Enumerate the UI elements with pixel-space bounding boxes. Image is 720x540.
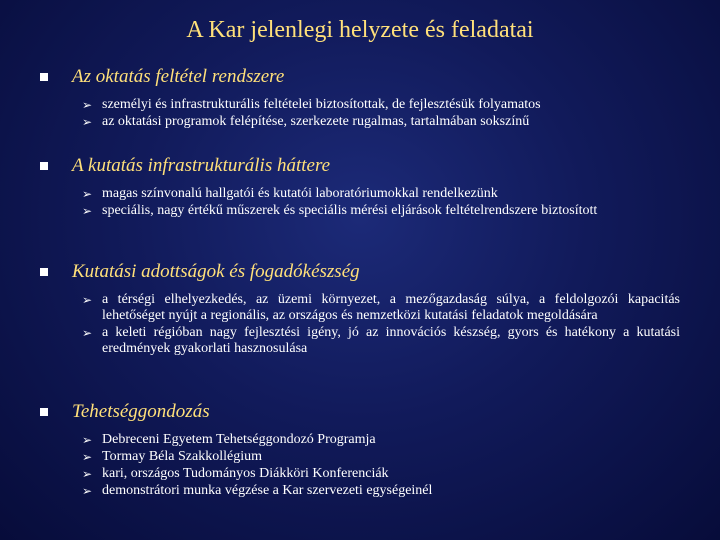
bullet-list	[40, 292, 680, 357]
arrowhead-bullet-icon: ➢	[82, 187, 93, 201]
list-item: ➢ személyi és infrastrukturális feltételei biztosítottak, de fejlesztésük folyamatos	[82, 97, 541, 112]
square-bullet-icon	[40, 408, 48, 416]
list-item: ➢ a térségi elhelyezkedés, az üzemi környezet, a mezőgazdaság súlya, a feldolgozói kapacitás lehetőséget nyújt a regionális, az országos és nemzetközi kutatási feladatok megoldására	[82, 292, 680, 323]
section-kutatas-infrastruktura	[40, 155, 680, 219]
section-heading	[40, 261, 680, 283]
bullet-list	[40, 186, 680, 219]
list-item: ➢ speciális, nagy értékű műszerek és speciális mérési eljárások feltételrendszere biztosított	[82, 203, 598, 218]
arrowhead-bullet-icon: ➢	[82, 293, 93, 307]
square-bullet-icon	[40, 268, 48, 276]
arrowhead-bullet-icon: ➢	[82, 484, 93, 498]
list-item: ➢ az oktatási programok felépítése, szerkezete rugalmas, tartalmában sokszínű	[82, 114, 530, 129]
section-heading	[40, 155, 680, 177]
list-item: ➢ magas színvonalú hallgatói és kutatói laboratóriumokkal rendelkezünk	[82, 186, 498, 201]
arrowhead-bullet-icon: ➢	[82, 115, 93, 129]
bullet-list	[40, 97, 680, 130]
section-heading-text: A kutatás infrastrukturális háttere	[72, 155, 331, 176]
arrowhead-bullet-icon: ➢	[82, 450, 93, 464]
list-item: ➢ demonstrátori munka végzése a Kar szervezeti egységeinél	[82, 483, 433, 498]
section-heading	[40, 66, 680, 88]
square-bullet-icon	[40, 73, 48, 81]
section-heading	[40, 401, 680, 423]
section-oktatas	[40, 66, 680, 130]
arrowhead-bullet-icon: ➢	[82, 98, 93, 112]
section-tehetseggondozas	[40, 401, 680, 499]
arrowhead-bullet-icon: ➢	[82, 204, 93, 218]
arrowhead-bullet-icon: ➢	[82, 433, 93, 447]
section-heading-text: Kutatási adottságok és fogadókészség	[72, 261, 360, 282]
section-kutatasi-adottsagok	[40, 261, 680, 357]
square-bullet-icon	[40, 162, 48, 170]
arrowhead-bullet-icon: ➢	[82, 467, 93, 481]
list-item: ➢ kari, országos Tudományos Diákköri Konferenciák	[82, 466, 389, 481]
list-item: ➢ Debreceni Egyetem Tehetséggondozó Programja	[82, 432, 376, 447]
section-heading-text: Tehetséggondozás	[72, 401, 210, 422]
arrowhead-bullet-icon: ➢	[82, 326, 93, 340]
slide-title: A Kar jelenlegi helyzete és feladatai	[186, 17, 534, 43]
list-item: ➢ a keleti régióban nagy fejlesztési igény, jó az innovációs készség, gyors és hatékony a kutatási eredmények gyakorlati hasznosulása	[82, 325, 680, 356]
section-heading-text: Az oktatás feltétel rendszere	[72, 66, 285, 87]
bullet-list	[40, 432, 680, 499]
list-item: ➢ Tormay Béla Szakkollégium	[82, 449, 262, 464]
